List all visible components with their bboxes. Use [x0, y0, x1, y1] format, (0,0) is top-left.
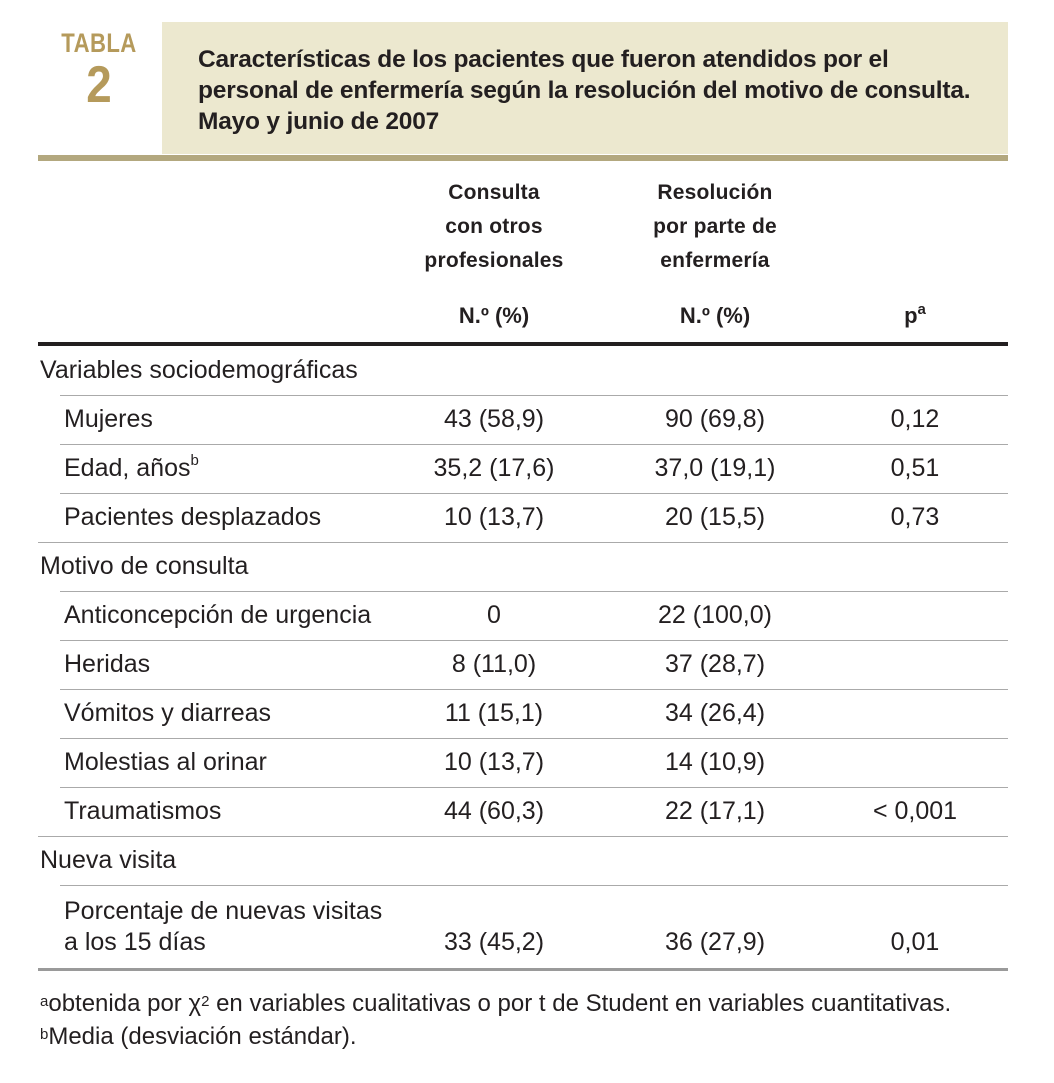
top-rule — [38, 155, 1008, 161]
row-divider — [60, 444, 1008, 445]
cell-consulta: 0 — [487, 601, 501, 629]
row-divider — [60, 689, 1008, 690]
col1-header-line-2: con otros — [445, 215, 543, 238]
col2-unit: N.º (%) — [679, 303, 751, 328]
cell-consulta: 10 (13,7) — [443, 748, 545, 776]
row-label: Anticoncepción de urgencia — [64, 601, 372, 629]
bottom-rule — [38, 968, 1008, 971]
section-sociodemographic: Variables sociodemográficas — [40, 356, 358, 384]
col1-header-line-3: profesionales — [424, 249, 564, 272]
p-header-label: p — [904, 303, 918, 328]
footnote-b — [40, 1021, 357, 1052]
row-divider — [38, 836, 1008, 837]
row-divider — [60, 738, 1008, 739]
row-divider — [60, 591, 1008, 592]
col1-header — [394, 176, 594, 278]
col2-header-line-3: enfermería — [660, 249, 770, 272]
row-label — [64, 896, 382, 958]
col2-header-line-1: Resolución — [657, 181, 773, 204]
cell-resolucion: 14 (10,9) — [664, 748, 766, 776]
cell-resolucion: 90 (69,8) — [664, 405, 766, 433]
row-label-sup: b — [190, 452, 199, 469]
row-label: Pacientes desplazados — [64, 503, 322, 531]
footnote-a-text-1: obtenida por — [48, 990, 189, 1017]
row-label: Vómitos y diarreas — [64, 699, 272, 727]
row-divider — [60, 395, 1008, 396]
row-divider — [38, 542, 1008, 543]
row-label: Traumatismos — [64, 797, 222, 825]
row-divider — [60, 787, 1008, 788]
footnote-a-text-2: en variables cualitativas o por t de Student en variables cuantitativas. — [209, 990, 952, 1017]
footnote-a-chi-sup: 2 — [201, 993, 210, 1010]
cell-resolucion: 20 (15,5) — [664, 503, 766, 531]
cell-resolucion: 34 (26,4) — [664, 699, 766, 727]
section-motivo: Motivo de consulta — [40, 552, 249, 580]
section-nueva-visita: Nueva visita — [40, 846, 177, 874]
col2-header — [615, 176, 815, 278]
footnote-a — [40, 988, 951, 1019]
cell-consulta: 11 (15,1) — [444, 699, 544, 727]
cell-p: 0,73 — [890, 503, 940, 531]
cell-consulta: 44 (60,3) — [443, 797, 545, 825]
cell-resolucion: 37 (28,7) — [664, 650, 766, 678]
table-title — [198, 44, 1018, 137]
row-divider — [60, 640, 1008, 641]
table-tag-number: 2 — [86, 56, 112, 114]
cell-resolucion: 36 (27,9) — [664, 928, 766, 956]
cell-consulta: 35,2 (17,6) — [433, 454, 555, 482]
col2-header-line-2: por parte de — [653, 215, 777, 238]
title-line-2: personal de enfermería según la resolución del motivo de consulta. — [198, 77, 971, 104]
cell-consulta: 33 (45,2) — [443, 928, 545, 956]
cell-consulta: 43 (58,9) — [443, 405, 545, 433]
cell-p: 0,51 — [890, 454, 940, 482]
row-label: Heridas — [64, 650, 151, 678]
cell-consulta: 10 (13,7) — [443, 503, 545, 531]
cell-resolucion: 37,0 (19,1) — [654, 454, 776, 482]
footnote-a-marker: a — [40, 993, 49, 1010]
row-label-line-2: a los 15 días — [64, 928, 206, 956]
cell-p: 0,12 — [890, 405, 940, 433]
cell-p: 0,01 — [890, 928, 940, 956]
title-line-1: Características de los pacientes que fueron atendidos por el — [198, 46, 889, 73]
row-divider — [60, 885, 1008, 886]
footnote-b-text: Media (desviación estándar). — [48, 1023, 357, 1050]
row-label-text: Edad, años — [64, 454, 191, 482]
row-label — [64, 454, 199, 483]
footnote-b-marker: b — [40, 1026, 49, 1043]
header-rule — [38, 342, 1008, 346]
footnote-a-chi: χ — [188, 990, 202, 1017]
cell-consulta: 8 (11,0) — [451, 650, 537, 678]
title-line-3: Mayo y junio de 2007 — [198, 108, 440, 135]
table-tag-word: TABLA — [61, 28, 137, 58]
cell-p: < 0,001 — [872, 797, 958, 825]
row-divider — [60, 493, 1008, 494]
table-tag — [38, 28, 160, 114]
col1-header-line-1: Consulta — [448, 181, 540, 204]
col3-header — [815, 303, 1015, 329]
cell-resolucion: 22 (17,1) — [664, 797, 766, 825]
row-label: Molestias al orinar — [64, 748, 267, 776]
row-label-line-1: Porcentaje de nuevas visitas — [64, 897, 383, 925]
cell-resolucion: 22 (100,0) — [658, 601, 772, 629]
p-header-sup: a — [917, 301, 926, 318]
col1-unit: N.º (%) — [458, 303, 530, 328]
row-label: Mujeres — [64, 405, 153, 433]
